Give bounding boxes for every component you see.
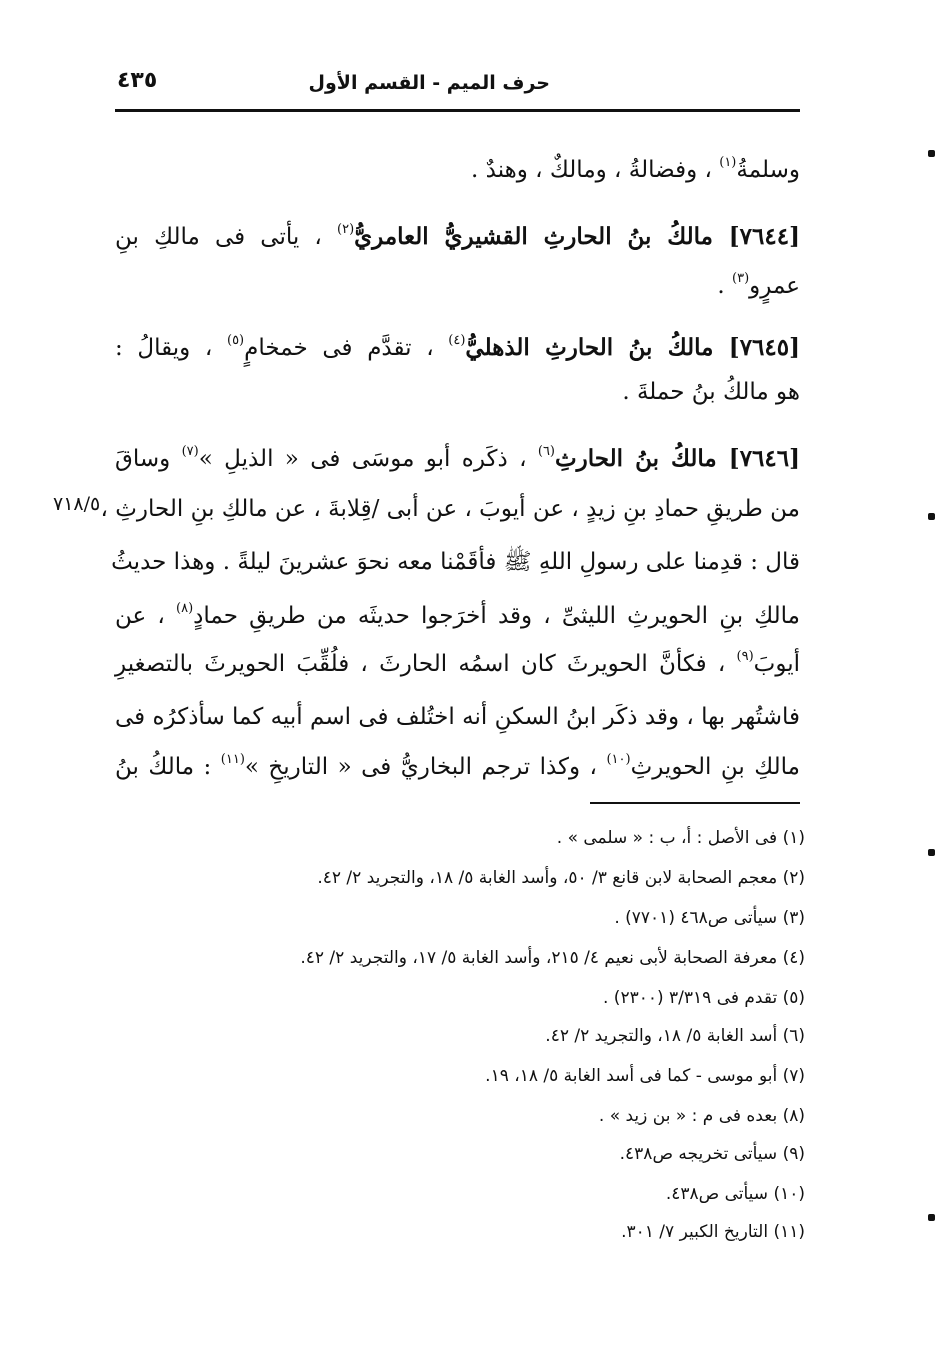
footnote-item: (٤) معرفة الصحابة لأبى نعيم ٤/ ٢١٥، وأسد الغابة ٥/ ١٧، والتجريد ٢/ ٤٢. bbox=[300, 948, 805, 968]
page-header bbox=[115, 64, 800, 114]
footnote-item: (٧) أبو موسى - كما فى أسد الغابة ٥/ ١٨، ١٩. bbox=[485, 1066, 805, 1086]
footnote-item: (٥) تقدم فى ٣/٣١٩ (٢٣٠٠) . bbox=[603, 988, 805, 1008]
text-line: قال : قدِمنا على رسولِ اللهِ ﷺ فأقَمْنا معه نحوَ عشرينَ ليلةً . وهذا حديثُ bbox=[111, 549, 800, 575]
footnote-item: (٦) أسد الغابة ٥/ ١٨، والتجريد ٢/ ٤٢. bbox=[545, 1026, 805, 1046]
text-line: عمرٍو$^{(٣)}$ . bbox=[717, 271, 800, 299]
margin-volume-page-reference: ٧١٨/٥ bbox=[53, 493, 101, 515]
running-title: حرف الميم - القسم الأول bbox=[308, 72, 550, 94]
text-line: من طريقِ حمادِ بنِ زيدٍ ، عن أيوبَ ، عن أبى /قِلابةَ ، عن مالكِ بنِ الحارثِ ، bbox=[100, 496, 800, 522]
text-line: [٧٦٤٥] مالكُ بنُ الحارثِ الذهليُّ$^{(٤)}$ ، تقدَّم فى خمخامٍ$^{(٥)}$ ، ويقالُ : bbox=[115, 333, 801, 361]
scan-edge-mark bbox=[928, 513, 935, 520]
text-line: هو مالكُ بنُ حملةَ . bbox=[622, 379, 800, 405]
footnote-item: (١١) التاريخ الكبير ٧/ ٣٠١. bbox=[621, 1222, 805, 1242]
page-number: ٤٣٥ bbox=[117, 68, 158, 93]
footnote-item: (٩) سيأتى تخريجه ص٤٣٨. bbox=[619, 1144, 805, 1164]
footnote-item: (١٠) سيأتى ص٤٣٨. bbox=[665, 1184, 805, 1204]
scan-edge-mark bbox=[928, 849, 935, 856]
text-line: مالكِ بنِ الحويرثِ$^{(١٠)}$ ، وكذا ترجم البخاريُّ فى « التاريخِ »$^{(١١)}$ : مالكُ بنُ bbox=[115, 752, 800, 780]
text-line: [٧٦٤٤] مالكُ بنُ الحارثِ القشيريُّ العامريُّ$^{(٢)}$ ، يأتى فى مالكِ بنِ bbox=[115, 222, 800, 250]
text-line: مالكِ بنِ الحويرثِ الليثىِّ ، وقد أخرَجوا حديثَه من طريقِ حمادٍ$^{(٨)}$ ، عن bbox=[115, 601, 800, 629]
text-line: [٧٦٤٦] مالكُ بنُ الحارثِ$^{(٦)}$ ، ذكَره أبو موسَى فى « الذيلِ »$^{(٧)}$ وساقَ bbox=[115, 444, 800, 472]
footnote-item: (٣) سيأتى ص٤٦٨ (٧٧٠١) . bbox=[614, 908, 805, 928]
text-line: وسلمةُ$^{(١)}$ ، وفضالةُ ، ومالكٌ ، وهندٌ . bbox=[471, 155, 800, 183]
text-line: فاشتُهر بها ، وقد ذكَر ابنُ السكنِ أنه اختُلف فى اسم أبيه كما سأذكرُه فى bbox=[115, 704, 800, 730]
text-line: أيوبَ$^{(٩)}$ ، فكأنَّ الحويرثَ كان اسمُه الحارثَ ، فلُقِّبَ الحويرثَ بالتصغيرِ bbox=[115, 649, 800, 677]
footnote-separator bbox=[590, 802, 800, 804]
footnote-item: (٢) معجم الصحابة لابن قانع ٣/ ٥٠، وأسد الغابة ٥/ ١٨، والتجريد ٢/ ٤٢. bbox=[317, 868, 805, 888]
scan-edge-mark bbox=[928, 1214, 935, 1221]
footnote-item: (٨) بعده فى م : « بن زيد » . bbox=[598, 1106, 805, 1126]
scan-edge-mark bbox=[928, 150, 935, 157]
header-rule bbox=[115, 109, 800, 112]
footnote-item: (١) فى الأصل : أ، ب : « سلمى » . bbox=[556, 828, 805, 848]
